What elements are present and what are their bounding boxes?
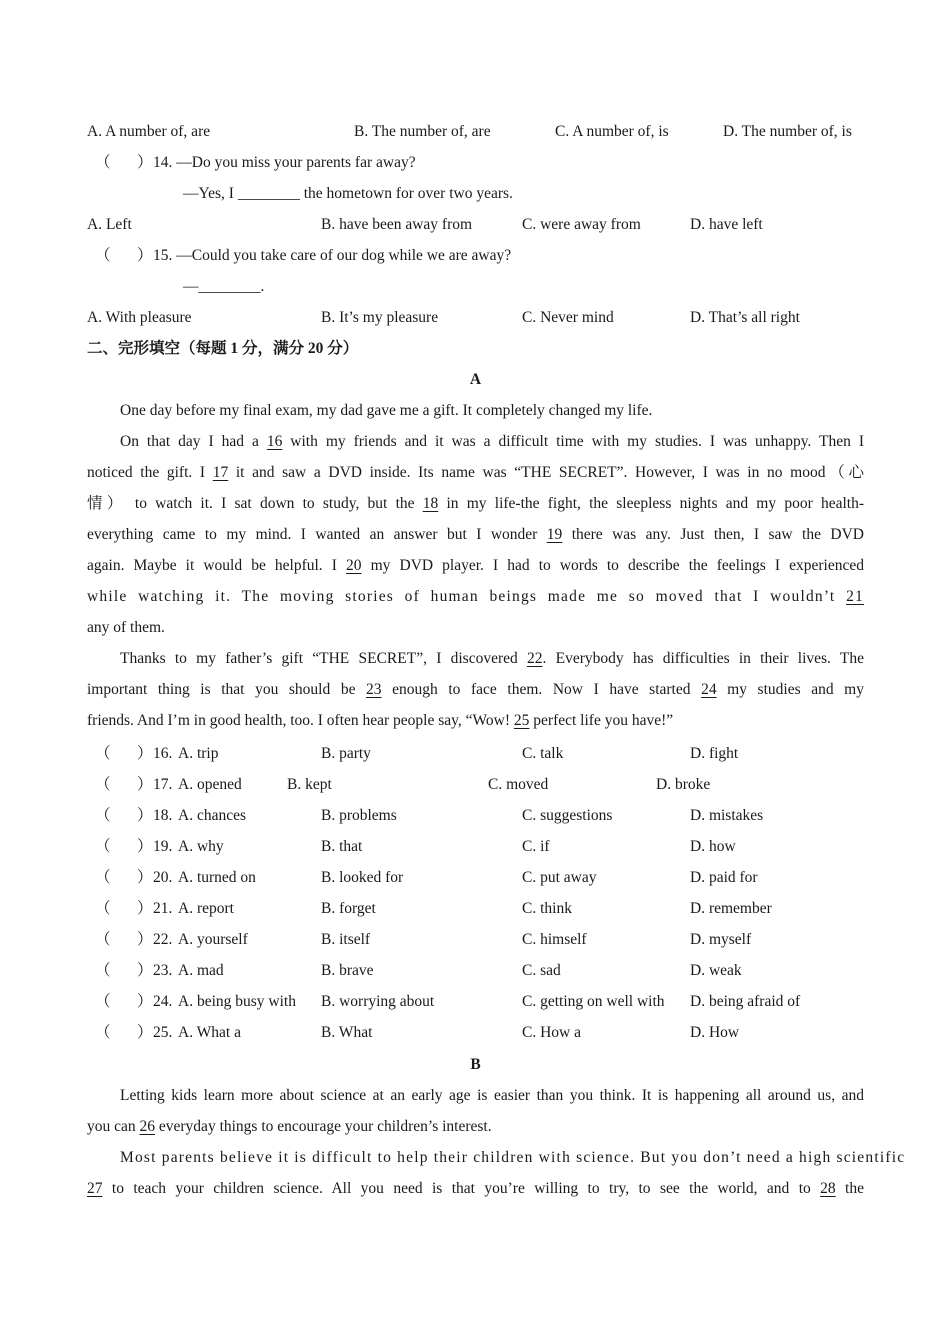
passage-a-line-1: One day before my final exam, my dad gave me a gift. It completely changed my life. [120,402,653,419]
answer-paren-open: （ [95,962,111,979]
passage-a-line-4: 情） to watch it. I sat down to study, but the 18 in my life-the fight, the sleepless nights and my poor health- [87,488,864,519]
answer-paren-close: ） [137,247,153,264]
blank-26: 26 [139,1118,156,1135]
answer-paren-close: ） [137,900,153,917]
passage-a-line-8: any of them. [87,619,165,636]
section-title: 二、完形填空（每题 1 分，满分 20 分） [87,340,359,357]
blank-28: 28 [820,1180,836,1197]
option-a: A. turned on [178,869,256,886]
passage-b-line-2: you can 26 everyday things to encourage your children’s interest. [87,1111,864,1142]
q15-answer-text: —________. [183,278,265,295]
q14-question: 14. —Do you miss your parents far away? [153,154,416,171]
answer-paren-close: ） [137,776,153,793]
blank-27: 27 [87,1180,103,1197]
question-number: 16. [153,745,173,762]
option-b: B. itself [321,931,371,948]
option-b: B. party [321,745,371,762]
option-d: D. fight [690,745,739,762]
answer-paren-close: ） [137,745,153,762]
cloze-question-row [87,800,864,831]
cloze-question-row [87,769,864,800]
option-d: D. paid for [690,869,758,886]
q13-option-b: B. The number of, are [354,123,491,140]
cloze-question-row [87,893,864,924]
answer-paren-open: （ [95,1024,111,1041]
answer-paren-open: （ [95,931,111,948]
answer-paren-close: ） [137,838,153,855]
cloze-question-row [87,862,864,893]
option-b: B. brave [321,962,374,979]
passage-a-line-9: Thanks to my father’s gift “THE SECRET”, I discovered 22. Everybody has difficulties in their lives. The [87,643,864,674]
question-number: 22. [153,931,173,948]
answer-paren-close: ） [137,1024,153,1041]
cloze-question-row [87,738,864,769]
question-number: 19. [153,838,173,855]
blank-20: 20 [346,557,362,574]
blank-23: 23 [366,681,382,698]
q14-answer-text: —Yes, I ________ the hometown for over two years. [183,185,513,202]
option-b: B. kept [287,776,332,793]
answer-paren-open: （ [95,869,111,886]
q15-answer-line [87,271,864,302]
q14-option-a: A. Left [87,216,132,233]
option-b: B. forget [321,900,376,917]
option-c: C. think [522,900,572,917]
blank-24: 24 [701,681,717,698]
cloze-question-row [87,986,864,1017]
q15-question: 15. —Could you take care of our dog while we are away? [153,247,512,264]
answer-paren-open: （ [95,993,111,1010]
option-c: C. getting on well with [522,993,665,1010]
option-a: A. opened [178,776,242,793]
option-b: B. problems [321,807,397,824]
answer-paren-close: ） [137,154,153,171]
q13-option-c: C. A number of, is [555,123,669,140]
option-d: D. how [690,838,736,855]
passage-a-line-5: everything came to my mind. I wanted an answer but I wonder 19 there was any. Just then, I saw the DVD [87,519,864,550]
blank-22: 22 [526,650,543,667]
option-b: B. What [321,1024,373,1041]
passage-a-line-11: friends. And I’m in good health, too. I often hear people say, “Wow! 25 perfect life you have!” [87,705,864,736]
question-number: 25. [153,1024,173,1041]
option-a: A. yourself [178,931,248,948]
q13-option-a: A. A number of, are [87,123,211,140]
option-a: A. being busy with [178,993,296,1010]
answer-paren-close: ） [137,807,153,824]
answer-paren-open: （ [95,900,111,917]
q13-option-d: D. The number of, is [723,123,852,140]
blank-21: 21 [846,588,864,605]
passage-a-line-2: On that day I had a 16 with my friends and it was a difficult time with my studies. I was unhappy. Then I [87,426,864,457]
question-number: 24. [153,993,173,1010]
q14-answer-line [87,178,864,209]
option-d: D. mistakes [690,807,764,824]
passage-a-line-6: again. Maybe it would be helpful. I 20 my DVD player. I had to words to describe the feelings I experienced [87,550,864,581]
option-a: A. why [178,838,224,855]
passage-a-label: A [469,371,482,388]
blank-25: 25 [513,712,530,729]
option-d: D. being afraid of [690,993,801,1010]
q14-option-c: C. were away from [522,216,641,233]
blank-18: 18 [422,495,439,512]
question-number: 21. [153,900,173,917]
question-number: 23. [153,962,173,979]
option-a: A. chances [178,807,246,824]
option-d: D. broke [656,776,711,793]
option-b: B. looked for [321,869,404,886]
option-a: A. mad [178,962,224,979]
option-d: D. remember [690,900,772,917]
answer-paren-open: （ [95,745,111,762]
answer-paren-close: ） [137,962,153,979]
option-a: A. What a [178,1024,241,1041]
q14-option-b: B. have been away from [321,216,473,233]
option-c: C. himself [522,931,587,948]
option-a: A. trip [178,745,219,762]
q14-option-d: D. have left [690,216,763,233]
answer-paren-open: （ [95,776,111,793]
question-number: 20. [153,869,173,886]
passage-a-line-10: important thing is that you should be 23 enough to face them. Now I have started 24 my studies and my [87,674,864,705]
q14-options-row [87,209,864,240]
answer-paren-open: （ [95,154,111,171]
option-c: C. if [522,838,550,855]
blank-19: 19 [546,526,563,543]
q15-option-b: B. It’s my pleasure [321,309,439,326]
option-c: C. sad [522,962,561,979]
option-c: C. moved [488,776,549,793]
option-c: C. put away [522,869,597,886]
answer-paren-close: ） [137,869,153,886]
blank-16: 16 [266,433,283,450]
cloze-question-row [87,1017,864,1048]
option-b: B. worrying about [321,993,435,1010]
passage-b-line-4: 27 to teach your children science. All you need is that you’re willing to try, to see the world, and to 28 the [87,1173,864,1204]
answer-paren-open: （ [95,838,111,855]
q15-option-d: D. That’s all right [690,309,800,326]
q15-stem [87,240,864,271]
q15-option-c: C. Never mind [522,309,614,326]
question-number: 17. [153,776,173,793]
cloze-question-row [87,955,864,986]
option-d: D. weak [690,962,742,979]
q14-stem [87,147,864,178]
option-c: C. How a [522,1024,581,1041]
answer-paren-close: ） [137,993,153,1010]
option-c: C. talk [522,745,564,762]
passage-a-line-7: while watching it. The moving stories of human beings made me so moved that I wouldn’t 21 [87,581,864,612]
answer-paren-close: ） [137,931,153,948]
option-c: C. suggestions [522,807,613,824]
option-d: D. How [690,1024,740,1041]
cloze-question-row [87,831,864,862]
q15-option-a: A. With pleasure [87,309,192,326]
q13-options-row [87,116,864,147]
passage-b-line-1: Letting kids learn more about science at an early age is easier than you think. It is happening all around us, and [120,1087,864,1104]
passage-a-line-3: noticed the gift. I 17 it and saw a DVD inside. Its name was “THE SECRET”. However, I was in no mood（心 [87,457,864,488]
blank-17: 17 [212,464,229,481]
option-a: A. report [178,900,234,917]
cloze-question-row [87,924,864,955]
passage-b-line-3: Most parents believe it is difficult to help their children with science. But you don’t need a high scientific [120,1149,906,1166]
q15-options-row [87,302,864,333]
passage-b-label: B [470,1056,481,1073]
answer-paren-open: （ [95,247,111,264]
answer-paren-open: （ [95,807,111,824]
question-number: 18. [153,807,173,824]
option-b: B. that [321,838,363,855]
option-d: D. myself [690,931,752,948]
